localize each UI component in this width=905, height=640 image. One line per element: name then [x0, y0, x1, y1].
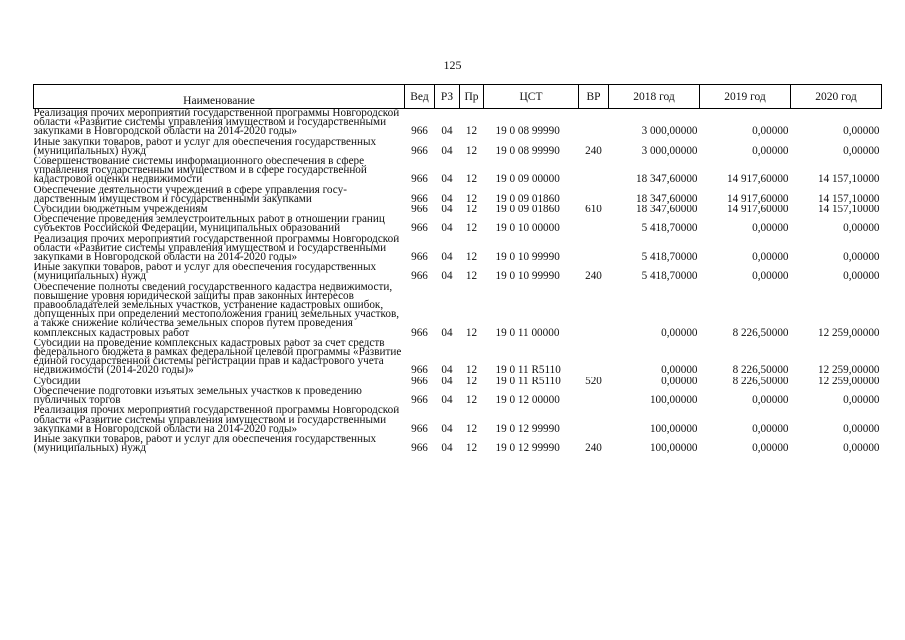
- row-ved: 966: [411, 270, 428, 283]
- budget-table: [33, 84, 882, 454]
- row-rz: 04: [441, 192, 453, 205]
- row-name: Иные закупки товаров, работ и услуг для обеспечения государственных (муниципальных) нужд: [33, 434, 377, 455]
- row-amount-2020: 14 157,10000: [817, 205, 880, 216]
- row-cst: 19 0 10 99990: [495, 251, 560, 264]
- row-cst: 19 0 12 99990: [495, 442, 560, 455]
- row-amount-2019: 0,00000: [752, 442, 789, 455]
- row-vr: [579, 235, 609, 264]
- row-vr: 240: [585, 144, 602, 157]
- row-pr: 12: [465, 270, 478, 283]
- row-rz: 04: [441, 251, 453, 264]
- row-cst: 19 0 11 00000: [495, 326, 560, 339]
- header-2018: 2018 год: [609, 85, 700, 109]
- table-row: [34, 263, 882, 282]
- row-name: Обеспечение полноты сведений государственного кадастра недвижимости, повышение уровня юридической защиты прав законных интересов правообладателей земельных участков, устранение кадастровых ошибок, допущенных при определении местоположения границ земельных участков, а также снижение количества земельных споров путем проведения комплексных кадастровых работ: [33, 282, 400, 339]
- row-amount-2018: 5 418,70000: [641, 270, 698, 283]
- row-pr: 12: [465, 442, 478, 455]
- row-vr: 240: [585, 270, 602, 283]
- row-amount-2018: 3 000,00000: [641, 125, 698, 138]
- row-name: Реализация прочих мероприятий государственной программы Новгородской области «Развитие системы управления имуществом и государственными закупками в Новгородской области на 2014-2020 годы»: [33, 234, 400, 264]
- row-amount-2019: 8 226,50000: [732, 364, 789, 377]
- row-pr: 12: [465, 394, 478, 407]
- row-amount-2019: 14 917,60000: [726, 192, 789, 205]
- row-name: Иные закупки товаров, работ и услуг для обеспечения государственных (муниципальных) нужд: [33, 137, 377, 157]
- row-amount-2020: 0,00000: [843, 251, 880, 264]
- row-vr: [579, 215, 609, 234]
- row-amount-2018: 100,00000: [649, 422, 698, 435]
- row-vr: 610: [585, 205, 602, 216]
- table-row: [34, 387, 882, 406]
- row-vr: [579, 109, 609, 138]
- row-pr: 12: [465, 364, 478, 377]
- row-name: Субсидии бюджетным учреждениям: [33, 205, 208, 216]
- row-amount-2020: 0,00000: [843, 144, 880, 157]
- row-pr: 12: [465, 326, 478, 339]
- row-rz: 04: [441, 270, 453, 283]
- header-name: Наименование: [34, 85, 405, 109]
- row-name: Обеспечение подготовки изъятых земельных участков к проведению публичных торгов: [33, 386, 362, 407]
- row-amount-2019: 0,00000: [752, 394, 789, 407]
- row-amount-2020: 0,00000: [843, 270, 880, 283]
- row-name: Обеспечение деятельности учреждений в сфере управления государственным имуществом и государственными закупками: [33, 185, 347, 205]
- table-row: [34, 186, 882, 205]
- row-amount-2020: 14 157,10000: [817, 192, 880, 205]
- row-amount-2019: 0,00000: [752, 125, 789, 138]
- row-rz: 04: [441, 422, 453, 435]
- row-ved: 966: [411, 125, 428, 138]
- row-vr: [579, 406, 609, 435]
- row-pr: 12: [465, 144, 478, 157]
- row-name: Субсидии на проведение комплексных кадастровых работ за счет средств федерального бюджета в рамках федеральной целевой программы «Развитие единой государственной системы регистрации прав и кадастрового учета недвижимости (2014-2020 годы)»: [33, 338, 402, 377]
- header-pr: Пр: [460, 85, 484, 109]
- table-row: [34, 157, 882, 186]
- row-ved: 966: [411, 222, 428, 235]
- header-2020: 2020 год: [791, 85, 882, 109]
- header-ved: Вед: [405, 85, 435, 109]
- header-cst: ЦСТ: [484, 85, 579, 109]
- row-amount-2018: 3 000,00000: [641, 144, 698, 157]
- row-vr: 240: [585, 442, 602, 455]
- row-amount-2019: 0,00000: [752, 270, 789, 283]
- row-amount-2019: 14 917,60000: [726, 173, 789, 186]
- header-rz: РЗ: [435, 85, 460, 109]
- row-vr: [579, 157, 609, 186]
- row-amount-2020: 0,00000: [843, 394, 880, 407]
- page-number: 125: [443, 58, 462, 72]
- row-ved: 966: [411, 251, 428, 264]
- row-name: Иные закупки товаров, работ и услуг для обеспечения государственных (муниципальных) нужд: [33, 263, 377, 283]
- row-amount-2019: 14 917,60000: [726, 205, 789, 216]
- row-ved: 966: [411, 422, 428, 435]
- row-pr: 12: [465, 376, 478, 387]
- row-vr: [579, 186, 609, 205]
- row-name: Субсидии: [33, 376, 81, 387]
- row-amount-2018: 5 418,70000: [641, 222, 698, 235]
- row-amount-2020: 12 259,00000: [817, 376, 880, 387]
- row-pr: 12: [465, 251, 478, 264]
- row-rz: 04: [441, 173, 453, 186]
- row-amount-2018: 5 418,70000: [641, 251, 698, 264]
- table-header-row: [34, 85, 882, 109]
- row-amount-2019: 8 226,50000: [732, 376, 789, 387]
- table-row: [34, 205, 882, 215]
- header-vr: ВР: [579, 85, 609, 109]
- row-amount-2018: 0,00000: [661, 376, 698, 387]
- row-ved: 966: [411, 205, 428, 216]
- row-amount-2018: 18 347,60000: [635, 173, 698, 186]
- row-rz: 04: [441, 144, 453, 157]
- row-cst: 19 0 09 01860: [495, 205, 560, 216]
- row-cst: 19 0 08 99990: [495, 144, 560, 157]
- row-ved: 966: [411, 192, 428, 205]
- table-row: [34, 109, 882, 138]
- table-row: [34, 377, 882, 387]
- row-vr: 520: [585, 376, 602, 387]
- row-amount-2018: 100,00000: [649, 394, 698, 407]
- row-amount-2020: 0,00000: [843, 442, 880, 455]
- row-pr: 12: [465, 205, 478, 216]
- row-amount-2019: 0,00000: [752, 144, 789, 157]
- row-name: Обеспечение проведения землеустроительных работ в отношении границ субъектов Российской Федерации, муниципальных образований: [33, 215, 385, 235]
- row-amount-2018: 18 347,60000: [635, 192, 698, 205]
- row-rz: 04: [441, 205, 453, 216]
- row-pr: 12: [465, 173, 478, 186]
- row-ved: 966: [411, 173, 428, 186]
- table-body: [34, 109, 882, 455]
- row-amount-2018: 0,00000: [661, 326, 698, 339]
- table-row: [34, 283, 882, 339]
- header-2019: 2019 год: [700, 85, 791, 109]
- row-amount-2018: 0,00000: [661, 364, 698, 377]
- row-ved: 966: [411, 442, 428, 455]
- row-rz: 04: [441, 394, 453, 407]
- row-ved: 966: [411, 144, 428, 157]
- row-vr: [579, 387, 609, 406]
- row-amount-2020: 14 157,10000: [817, 173, 880, 186]
- row-pr: 12: [465, 192, 478, 205]
- table-row: [34, 339, 882, 377]
- row-name: Совершенствование системы информационного обеспечения в сфере управления государственным имуществом и в сфере государственной кадастровой оценки недвижимости: [33, 157, 367, 186]
- row-cst: 19 0 11 R5110: [495, 364, 561, 377]
- row-cst: 19 0 11 R5110: [495, 376, 561, 387]
- row-cst: 19 0 09 01860: [495, 192, 560, 205]
- row-vr: [579, 339, 609, 377]
- row-amount-2018: 18 347,60000: [635, 205, 698, 216]
- row-amount-2018: 100,00000: [649, 442, 698, 455]
- row-amount-2019: 8 226,50000: [732, 326, 789, 339]
- row-ved: 966: [411, 394, 428, 407]
- row-name: Реализация прочих мероприятий государственной программы Новгородской области «Развитие системы управления имуществом и государственными закупками в Новгородской области на 2014-2020 годы»: [33, 406, 400, 435]
- row-amount-2019: 0,00000: [752, 251, 789, 264]
- row-ved: 966: [411, 376, 428, 387]
- row-cst: 19 0 08 99990: [495, 125, 560, 138]
- row-ved: 966: [411, 326, 428, 339]
- row-amount-2020: 0,00000: [843, 125, 880, 138]
- table-row: [34, 215, 882, 234]
- row-pr: 12: [465, 125, 478, 138]
- row-cst: 19 0 10 99990: [495, 270, 560, 283]
- row-pr: 12: [465, 422, 478, 435]
- row-rz: 04: [441, 326, 453, 339]
- row-rz: 04: [441, 222, 453, 235]
- row-amount-2020: 0,00000: [843, 222, 880, 235]
- row-cst: 19 0 12 00000: [495, 394, 560, 407]
- row-amount-2019: 0,00000: [752, 422, 789, 435]
- row-rz: 04: [441, 376, 453, 387]
- row-amount-2019: 0,00000: [752, 222, 789, 235]
- row-rz: 04: [441, 442, 453, 455]
- row-name: Реализация прочих мероприятий государственной программы Новгородской области «Развитие системы управления имуществом и государственными закупками в Новгородской области на 2014-2020 годы»: [33, 108, 400, 138]
- row-pr: 12: [465, 222, 478, 235]
- table-row: [34, 435, 882, 454]
- row-rz: 04: [441, 125, 453, 138]
- row-amount-2020: 12 259,00000: [817, 326, 880, 339]
- table-row: [34, 406, 882, 435]
- row-rz: 04: [441, 364, 453, 377]
- row-cst: 19 0 12 99990: [495, 422, 560, 435]
- row-cst: 19 0 09 00000: [495, 173, 560, 186]
- row-ved: 966: [411, 364, 428, 377]
- row-vr: [579, 283, 609, 339]
- row-amount-2020: 0,00000: [843, 422, 880, 435]
- table-row: [34, 138, 882, 157]
- table-row: [34, 235, 882, 264]
- row-amount-2020: 12 259,00000: [817, 364, 880, 377]
- row-cst: 19 0 10 00000: [495, 222, 560, 235]
